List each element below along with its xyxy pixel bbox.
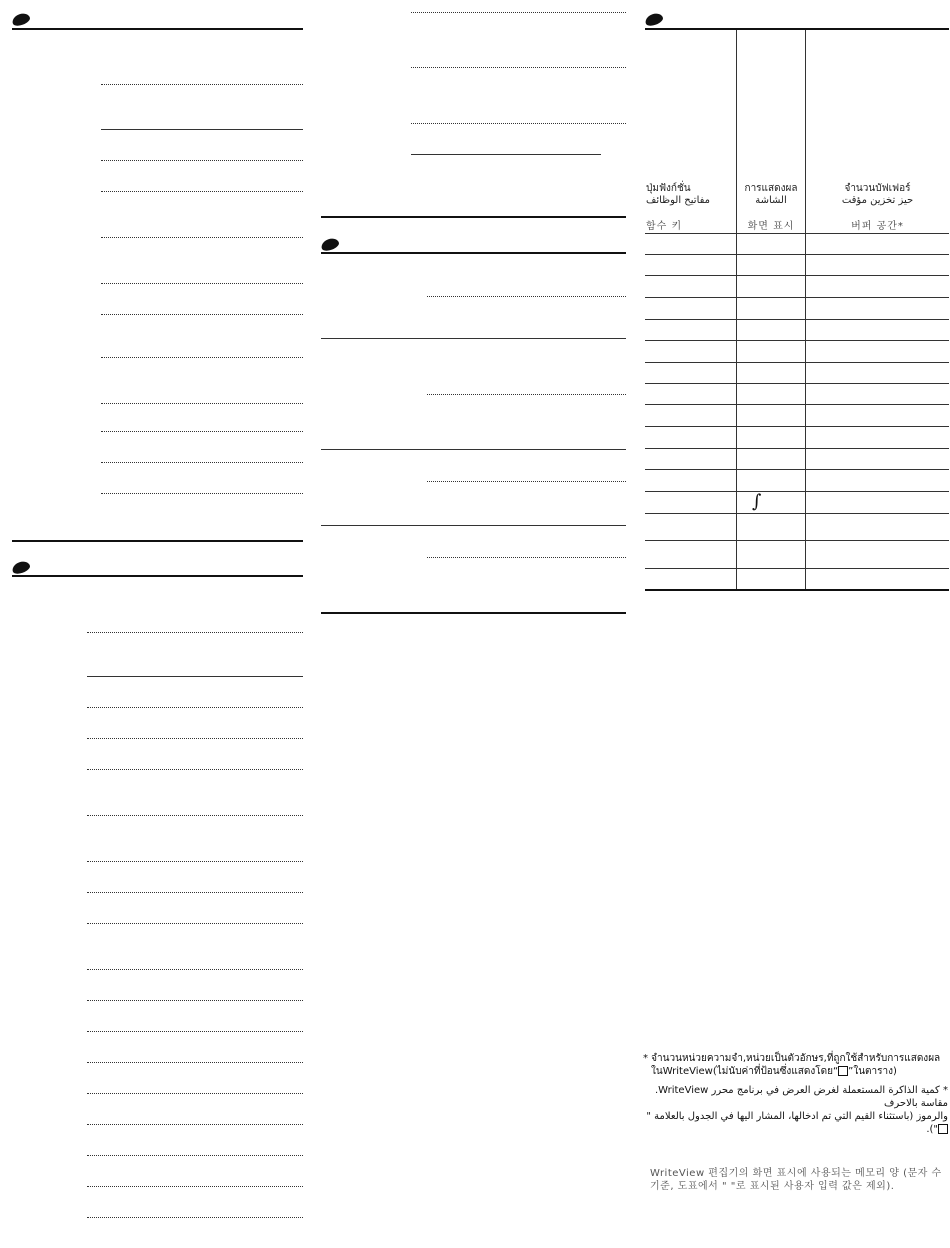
section-rule [645, 28, 949, 30]
table-column-divider [805, 30, 806, 589]
row-rule [87, 1062, 303, 1063]
row-rule [101, 160, 303, 161]
section-rule [12, 28, 303, 30]
row-rule [101, 403, 303, 404]
row-rule [101, 431, 303, 432]
row-rule [427, 557, 626, 558]
row-rule [87, 769, 303, 770]
header-display-korean: 화면 표시 [747, 221, 795, 232]
integral-symbol: ∫ [752, 491, 762, 512]
table-row-rule [645, 568, 949, 569]
section-rule [12, 540, 303, 542]
row-rule [321, 449, 626, 450]
table-row-rule [645, 233, 949, 234]
table-row-rule [645, 275, 949, 276]
row-rule [101, 237, 303, 238]
row-rule [101, 462, 303, 463]
row-rule [87, 861, 303, 862]
table-row-rule [645, 540, 949, 541]
row-rule [101, 129, 303, 130]
row-rule [411, 12, 626, 13]
row-rule [87, 815, 303, 816]
row-rule [87, 632, 303, 633]
input-box-icon [938, 1124, 948, 1134]
row-rule [411, 123, 626, 124]
table-row-rule [645, 254, 949, 255]
row-rule [411, 67, 626, 68]
table-row-rule [645, 297, 949, 298]
table-row-rule [645, 362, 949, 363]
row-rule [87, 969, 303, 970]
table-row-rule [645, 491, 949, 492]
table-row-rule [645, 426, 949, 427]
table-row-rule [645, 469, 949, 470]
section-rule [321, 612, 626, 614]
row-rule [411, 154, 601, 155]
section-rule [12, 575, 303, 577]
row-rule [87, 738, 303, 739]
header-function-keys-korean: 함수 키 [646, 221, 683, 232]
header-function-keys: ปุ่มฟังก์ชั่น مفاتيح الوظائف [646, 183, 711, 206]
table-row-rule [645, 448, 949, 449]
section-rule [321, 252, 626, 254]
row-rule [87, 707, 303, 708]
row-rule [87, 892, 303, 893]
row-rule [87, 1186, 303, 1187]
row-rule [101, 357, 303, 358]
row-rule [427, 394, 626, 395]
row-rule [101, 314, 303, 315]
table-row-rule [645, 319, 949, 320]
header-buffer: จำนวนบัฟเฟอร์ حيز تخزين مؤقت [841, 183, 914, 206]
row-rule [321, 525, 626, 526]
section-bullet-icon [320, 236, 341, 252]
section-rule [321, 216, 626, 218]
row-rule [87, 1000, 303, 1001]
row-rule [101, 191, 303, 192]
table-bottom-rule [645, 589, 949, 591]
footnote-thai: * จำนวนหน่วยความจำ,หน่วยเป็นตัวอักษร,ที่ถูกใช้สำหรับการแสดงผล ในWriteView(ไม่นับค่าที่ป้อนซึ่งแสดงโดย“ ”ในตาราง) [643, 1053, 941, 1077]
table-row-rule [645, 404, 949, 405]
table-column-divider [736, 30, 737, 589]
row-rule [87, 1031, 303, 1032]
footnote-arabic: * كمية الذاكرة المستعملة لغرض العرض في برنامج محرر WriteView. مقاسة بالاحرف والرموز (باستثناء القيم التي تم ادخالها، المشار اليها في الجدول بالعلامة ""). [646, 1085, 948, 1135]
footnote-korean: WriteView 편집기의 화면 표시에 사용되는 메모리 양 (문자 수 기준, 도표에서 " "로 표시된 사용자 입력 값은 제외). [650, 1168, 942, 1192]
row-rule [87, 1124, 303, 1125]
row-rule [87, 923, 303, 924]
section-bullet-icon [644, 11, 665, 27]
section-bullet-icon [11, 11, 32, 27]
row-rule [87, 1155, 303, 1156]
row-rule [321, 338, 626, 339]
input-box-icon [838, 1066, 848, 1076]
table-row-rule [645, 513, 949, 514]
row-rule [87, 1093, 303, 1094]
row-rule [87, 1217, 303, 1218]
row-rule [101, 493, 303, 494]
table-row-rule [645, 340, 949, 341]
table-row-rule [645, 383, 949, 384]
section-bullet-icon [11, 559, 32, 575]
row-rule [427, 296, 626, 297]
header-buffer-korean: 버퍼 공간* [851, 221, 904, 232]
row-rule [427, 481, 626, 482]
row-rule [101, 84, 303, 85]
row-rule [87, 676, 303, 677]
row-rule [101, 283, 303, 284]
header-display: การแสดงผล الشاشة [744, 183, 798, 206]
